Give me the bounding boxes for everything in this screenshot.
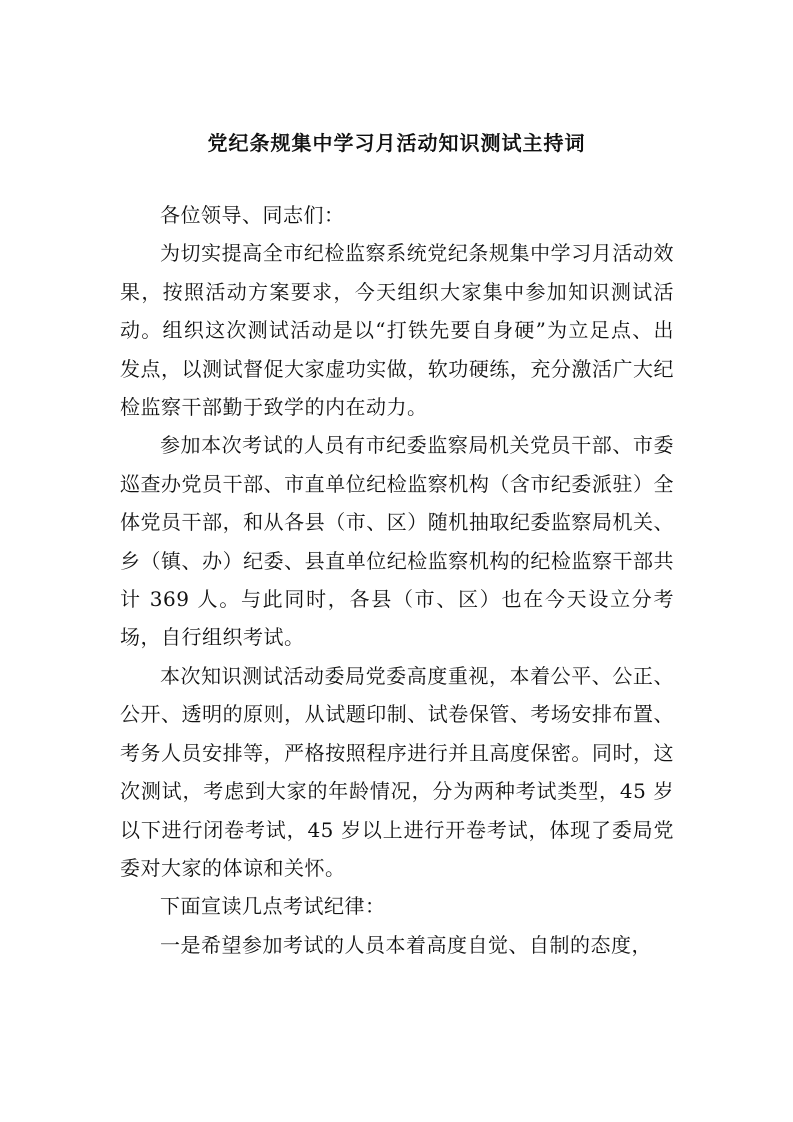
paragraph-greeting: 各位领导、同志们： <box>160 203 345 227</box>
document-title: 党纪条规集中学习月活动知识测试主持词 <box>207 131 586 155</box>
paragraph-discipline-intro: 下面宣读几点考试纪律： <box>160 894 386 919</box>
paragraph-purpose: 为切实提高全市纪检监察系统党纪条规集中学习月活动效果，按照活动方案要求，今天组织大家集中参加知识测试活动。组织这次测试活动是以“打铁先要自身硬”为立足点、出发点，以测试督促大家虚功实做，软功硬练，充分激活广大纪检监察干部勤于致学的内在动力。 <box>120 241 674 420</box>
paragraph-arrangements: 本次知识测试活动委局党委高度重视，本着公平、公正、公开、透明的原则，从试题印制、试卷保管、考场安排布置、考务人员安排等，严格按照程序进行并且高度保密。同时，这次测试，考虑到大家的年龄情况，分为两种考试类型，45 岁以下进行闭卷考试，45 岁以上进行开卷考试，体现了委局党委对大家的体谅和关怀。 <box>120 663 674 880</box>
document-body <box>120 196 674 964</box>
paragraph-participants: 参加本次考试的人员有市纪委监察局机关党员干部、市委巡查办党员干部、市直单位纪检监察机构（含市纪委派驻）全体党员干部，和从各县（市、区）随机抽取纪委监察局机关、乡（镇、办）纪委、县直单位纪检监察机构的纪检监察干部共计 369 人。与此同时，各县（市、区）也在今天设立分考场，自行组织考试。 <box>120 433 674 650</box>
paragraph-rule-one: 一是希望参加考试的人员本着高度自觉、自制的态度， <box>160 932 652 957</box>
